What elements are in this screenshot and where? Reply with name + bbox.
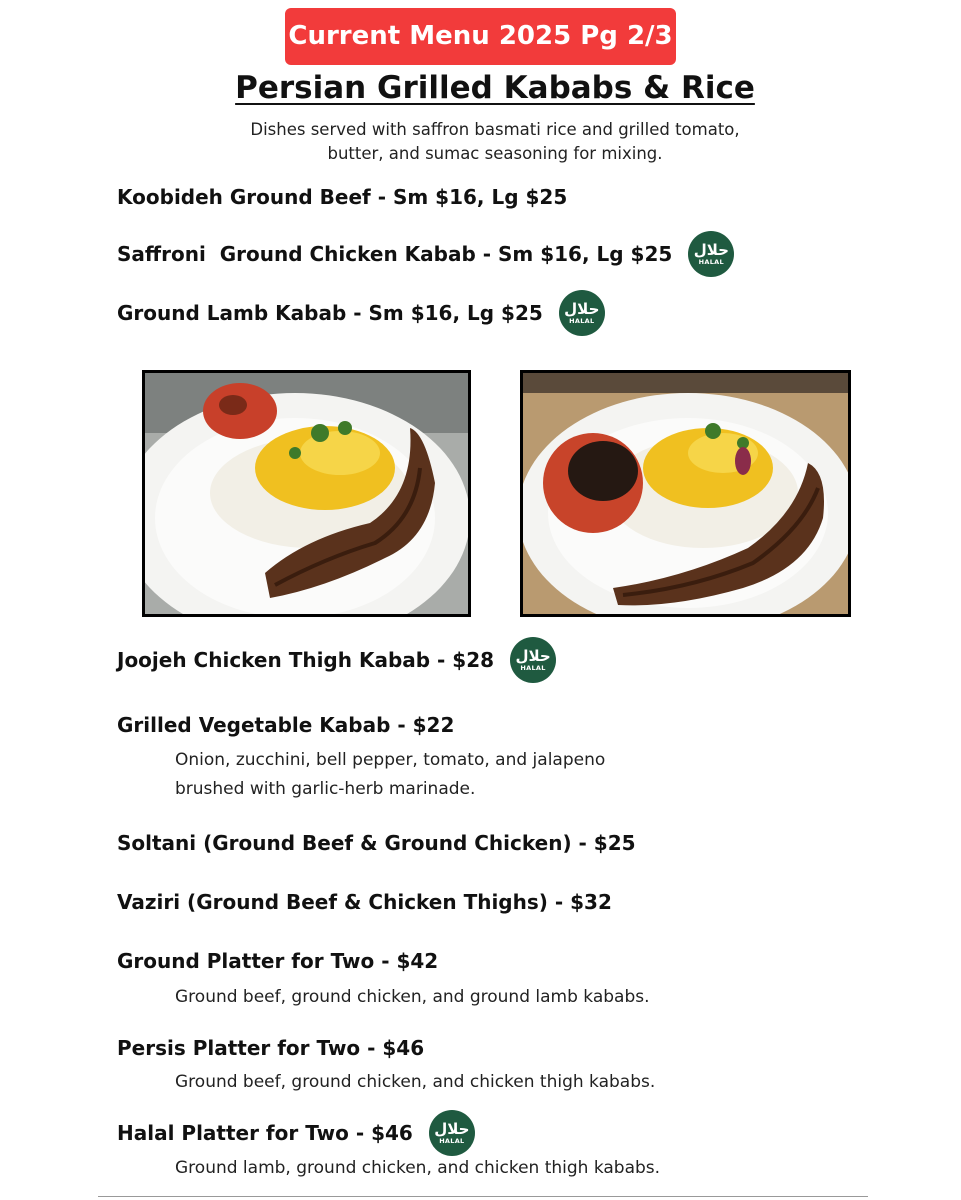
menu-item-description: Ground lamb, ground chicken, and chicken thigh kababs. xyxy=(175,1158,661,1178)
halal-icon-label: HALAL xyxy=(439,1136,465,1145)
footer-divider xyxy=(98,1196,868,1197)
menu-item-name: Joojeh Chicken Thigh Kabab - $28 xyxy=(117,648,495,672)
menu-item-ground-lamb xyxy=(117,290,605,336)
page-subtitle xyxy=(0,118,961,166)
subtitle-line-1: Dishes served with saffron basmati rice and grilled tomato, xyxy=(250,120,740,139)
menu-item-grilled-vegetable xyxy=(117,713,454,737)
menu-item-name: Soltani (Ground Beef & Ground Chicken) - $25 xyxy=(117,831,636,855)
halal-icon xyxy=(688,231,734,277)
menu-item-ground-platter xyxy=(117,949,438,973)
menu-item-description xyxy=(175,746,605,804)
menu-item-name: Halal Platter for Two - $46 xyxy=(117,1121,413,1145)
kabab-plate-photo-2 xyxy=(520,370,851,617)
kabab-plate-illustration xyxy=(145,373,468,614)
description-line: brushed with garlic-herb marinade. xyxy=(175,779,476,799)
menu-item-name: Vaziri (Ground Beef & Chicken Thighs) - $32 xyxy=(117,890,612,914)
menu-item-name: Grilled Vegetable Kabab - $22 xyxy=(117,713,455,737)
menu-item-koobideh xyxy=(117,185,567,209)
kabab-plate-illustration xyxy=(523,373,848,614)
menu-item-soltani xyxy=(117,831,636,855)
halal-icon-label: HALAL xyxy=(698,257,724,266)
description-line: Onion, zucchini, bell pepper, tomato, and jalapeno xyxy=(175,750,606,770)
halal-icon-label: HALAL xyxy=(520,663,546,672)
halal-icon-arabic: حلال xyxy=(564,299,600,318)
page-title: Persian Grilled Kababs & Rice xyxy=(235,70,755,106)
menu-item-name: Ground Platter for Two - $42 xyxy=(117,949,439,973)
menu-item-joojeh xyxy=(117,637,556,683)
halal-icon-label: HALAL xyxy=(569,316,595,325)
menu-item-name: Saffroni Ground Chicken Kabab - Sm $16, Lg $25 xyxy=(117,242,673,266)
menu-item-name: Ground Lamb Kabab - Sm $16, Lg $25 xyxy=(117,301,543,325)
menu-item-vaziri xyxy=(117,890,612,914)
menu-item-saffroni xyxy=(117,231,734,277)
menu-item-name: Koobideh Ground Beef - Sm $16, Lg $25 xyxy=(117,185,568,209)
halal-icon-arabic: حلال xyxy=(434,1119,470,1138)
menu-item-halal-platter xyxy=(117,1110,475,1156)
halal-icon xyxy=(429,1110,475,1156)
halal-icon xyxy=(510,637,556,683)
subtitle-line-2: butter, and sumac seasoning for mixing. xyxy=(327,144,663,163)
menu-item-description: Ground beef, ground chicken, and ground lamb kababs. xyxy=(175,987,650,1007)
menu-item-persis-platter xyxy=(117,1036,424,1060)
page-badge: Current Menu 2025 Pg 2/3 xyxy=(285,8,676,65)
menu-item-name: Persis Platter for Two - $46 xyxy=(117,1036,425,1060)
halal-icon xyxy=(559,290,605,336)
menu-item-description: Ground beef, ground chicken, and chicken thigh kababs. xyxy=(175,1072,656,1092)
kabab-plate-photo-1 xyxy=(142,370,471,617)
halal-icon-arabic: حلال xyxy=(693,240,729,259)
halal-icon-arabic: حلال xyxy=(515,646,551,665)
